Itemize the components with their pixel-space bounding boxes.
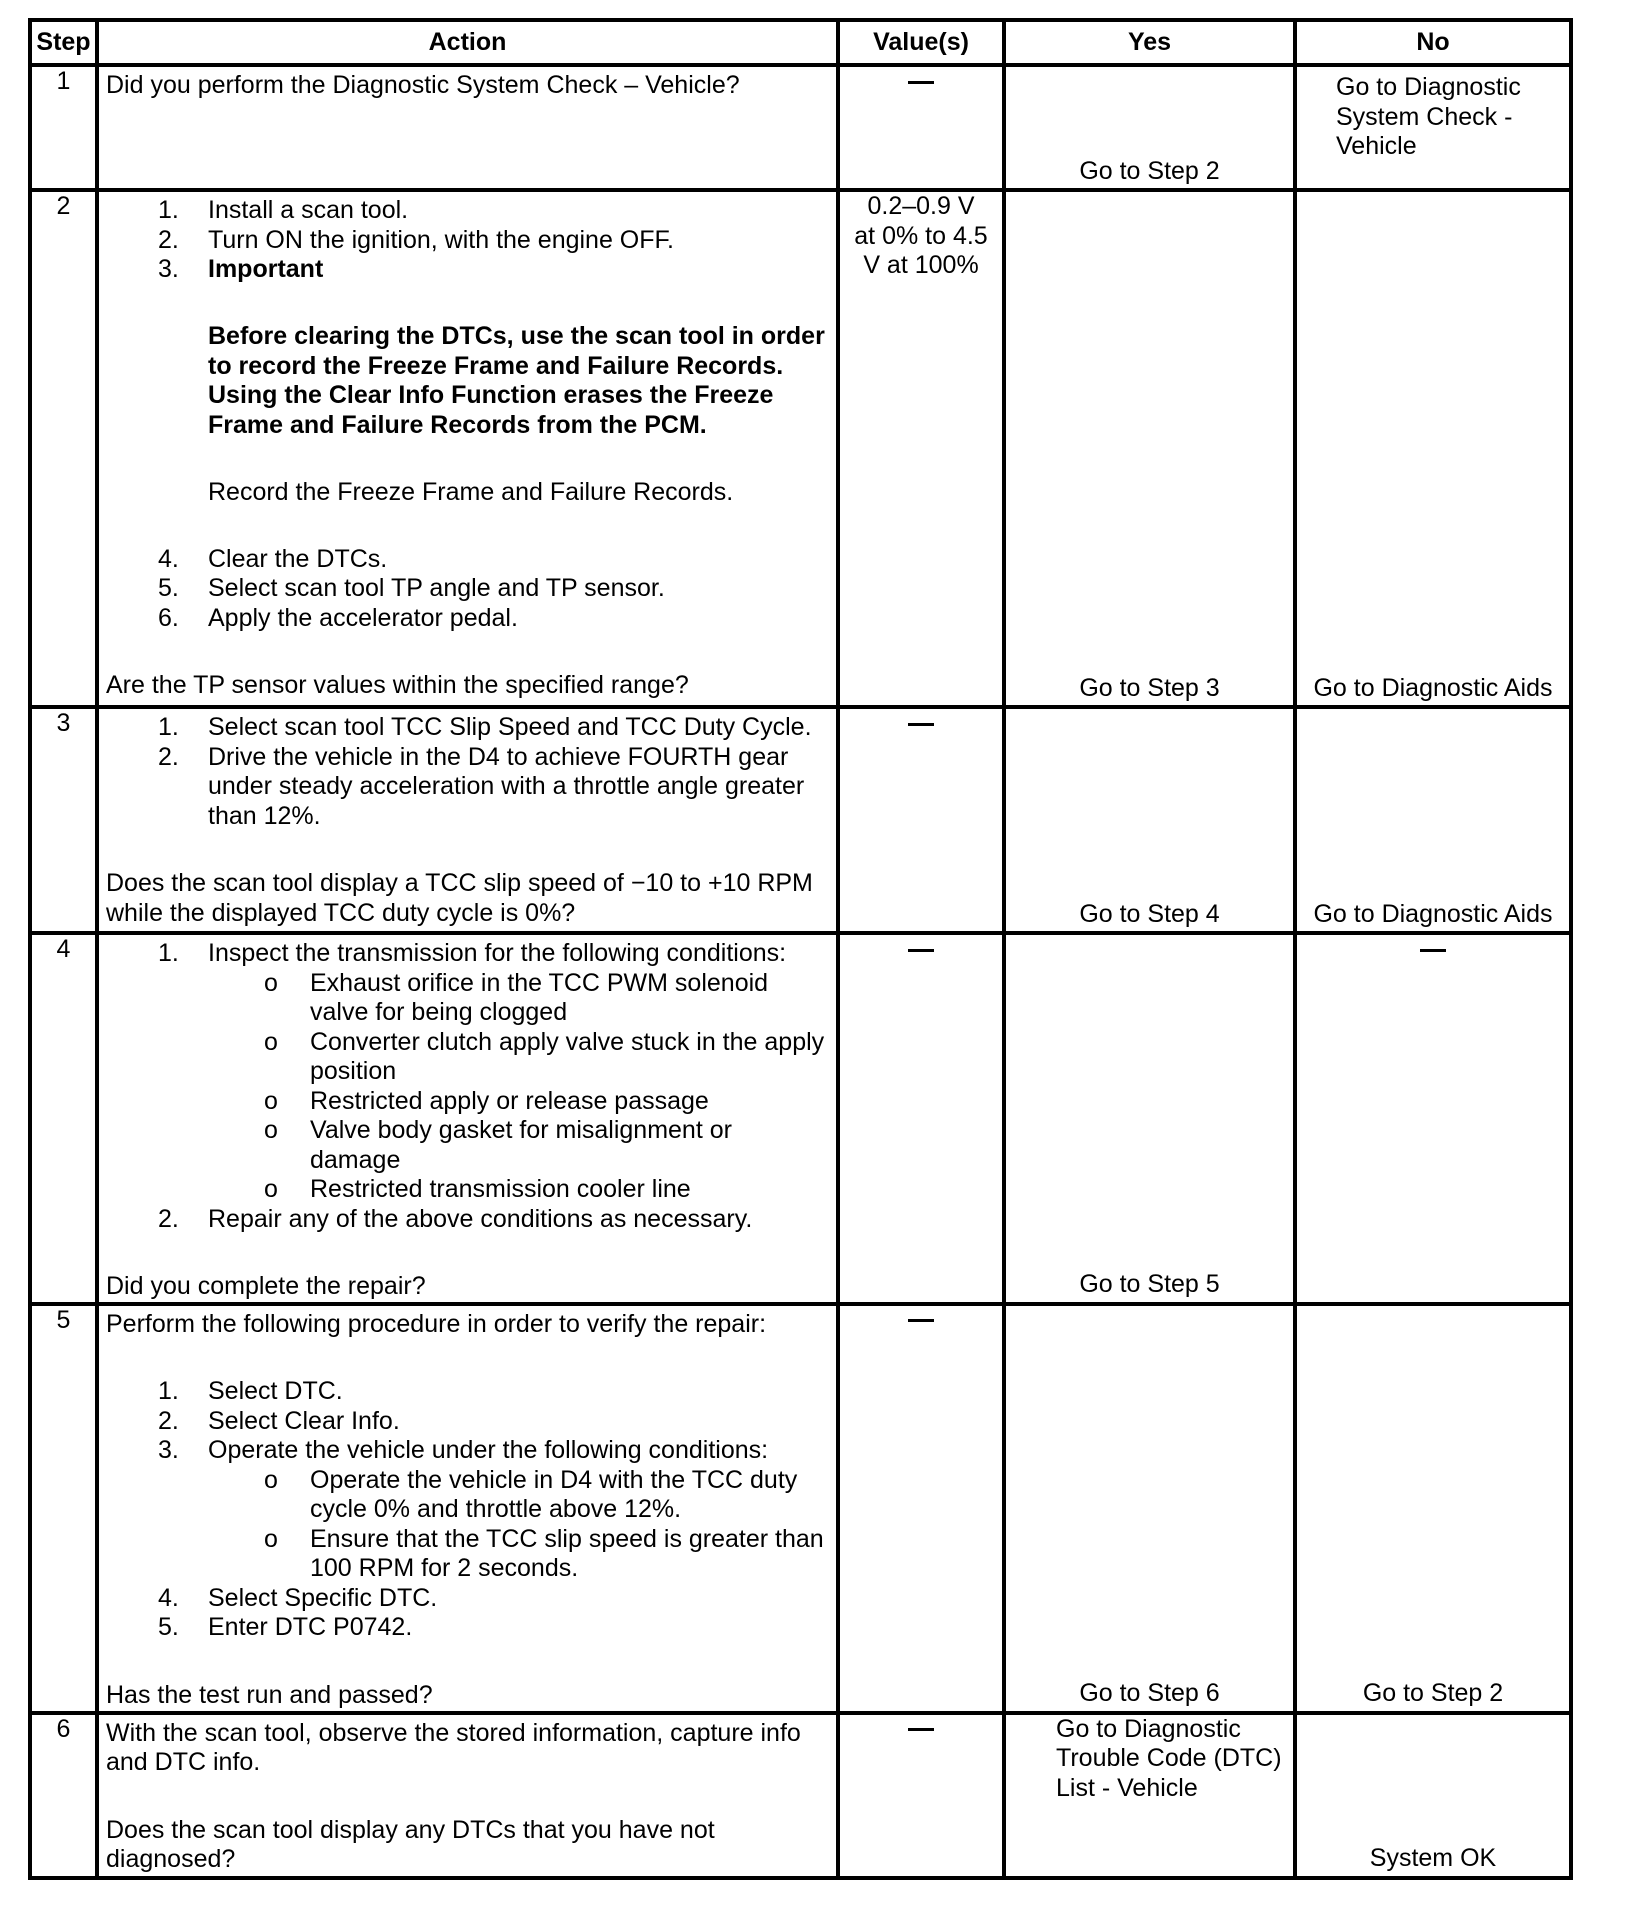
action-question: Does the scan tool display any DTCs that you have not diagnosed? [106,1815,715,1873]
action-cell [97,707,838,933]
no-link[interactable]: System OK [1369,1844,1497,1872]
yes-link[interactable]: Go to Diagnostic Trouble Code (DTC) List - Vehicle [1056,1714,1282,1802]
step-number: 2 [30,190,97,707]
action-cell [97,65,838,190]
sub-item: o Restricted transmission cooler line [264,1175,691,1203]
no-link[interactable]: Go to Diagnostic Aids [1313,899,1553,928]
table-row [30,65,1571,190]
value-cell [838,707,1004,933]
header-step: Step [30,20,97,65]
diagnostic-table [28,18,1573,1880]
header-row [30,20,1571,65]
no-cell [1295,65,1571,190]
table-row [30,190,1571,707]
action-question: Does the scan tool display a TCC slip speed of −10 to +10 RPM while the displayed TCC duty cycle is 0%? [106,869,813,927]
no-cell [1295,707,1571,933]
list-item: 4. Select Specific DTC. [158,1583,438,1612]
action-intro: Perform the following procedure in order to verify the repair: [106,1309,767,1338]
value-cell: 0.2–0.9 V at 0% to 4.5 V at 100% [838,190,1004,707]
action-question: Are the TP sensor values within the specified range? [106,671,689,699]
list-item: 1. Select scan tool TCC Slip Speed and TCC Duty Cycle. [158,713,812,741]
list-item: 4. Clear the DTCs. [158,544,388,573]
yes-cell [1004,190,1295,707]
important-note: Before clearing the DTCs, use the scan tool in order to record the Freeze Frame and Failure Records. Using the Clear Info Function erases the Freeze Frame and Failure Records from the PCM. [208,322,825,439]
no-link[interactable]: Go to Diagnostic Aids [1313,673,1553,702]
step-number: 6 [30,1713,97,1878]
yes-cell [1004,707,1295,933]
yes-link[interactable]: Go to Step 4 [1079,899,1220,928]
dash-mark [908,1728,934,1731]
action-intro: With the scan tool, observe the stored information, capture info and DTC info. [106,1718,801,1776]
list-item: 6. Apply the accelerator pedal. [158,603,518,632]
list-item: 1. Inspect the transmission for the following conditions: [158,939,787,967]
action-question: Did you perform the Diagnostic System Check – Vehicle? [106,71,740,99]
table-row [30,1304,1571,1713]
no-cell [1295,1304,1571,1713]
dash-mark [908,949,934,952]
list-item: 2. Drive the vehicle in the D4 to achieve FOURTH gear under steady acceleration with a throttle angle greater than 12%. [158,742,805,830]
no-cell [1295,1713,1571,1878]
yes-cell [1004,1304,1295,1713]
action-question: Did you complete the repair? [106,1272,426,1300]
header-no: No [1295,20,1571,65]
dash-mark [908,723,934,726]
list-item: 1. Select DTC. [158,1377,343,1405]
yes-link[interactable]: Go to Step 5 [1079,1270,1220,1298]
action-cell [97,1713,838,1878]
action-cell [97,933,838,1304]
header-yes: Yes [1004,20,1295,65]
value-cell [838,1713,1004,1878]
no-cell [1295,190,1571,707]
sub-item: o Valve body gasket for misalignment or damage [264,1116,732,1174]
header-action: Action [97,20,838,65]
yes-link[interactable]: Go to Step 2 [1079,156,1220,185]
yes-cell [1004,933,1295,1304]
dash-mark [908,81,934,84]
value-cell [838,933,1004,1304]
list-item: 5. Select scan tool TP angle and TP sensor. [158,574,665,602]
list-item: 2. Select Clear Info. [158,1406,400,1435]
step-number: 4 [30,933,97,1304]
list-item: 5. Enter DTC P0742. [158,1613,413,1641]
list-item: 3. Operate the vehicle under the following conditions: [158,1436,769,1464]
yes-cell [1004,65,1295,190]
table-row [30,933,1571,1304]
table-row [30,707,1571,933]
header-values: Value(s) [838,20,1004,65]
table-row [30,1713,1571,1878]
yes-cell [1004,1713,1295,1878]
list-item: 2. Turn ON the ignition, with the engine OFF. [158,225,674,254]
sub-item: o Operate the vehicle in D4 with the TCC duty cycle 0% and throttle above 12%. [264,1465,798,1523]
dash-mark [908,1319,934,1322]
action-cell [97,1304,838,1713]
value-cell [838,65,1004,190]
action-cell [97,190,838,707]
list-item: 2. Repair any of the above conditions as necessary. [158,1204,753,1233]
value-cell [838,1304,1004,1713]
sub-item: o Converter clutch apply valve stuck in the apply position [264,1027,825,1085]
no-cell [1295,933,1571,1304]
record-instruction: Record the Freeze Frame and Failure Records. [208,477,734,506]
dash-mark [1420,949,1446,952]
step-number: 1 [30,65,97,190]
no-link[interactable]: Go to Diagnostic System Check - Vehicle [1336,73,1521,160]
list-item: 3. Important [158,255,324,283]
yes-link[interactable]: Go to Step 6 [1079,1679,1220,1707]
yes-link[interactable]: Go to Step 3 [1079,673,1220,702]
step-number: 3 [30,707,97,933]
sub-item: o Exhaust orifice in the TCC PWM solenoid valve for being clogged [264,968,769,1026]
list-item: 1. Install a scan tool. [158,196,409,224]
action-question: Has the test run and passed? [106,1680,433,1709]
sub-item: o Restricted apply or release passage [264,1086,709,1115]
step-number: 5 [30,1304,97,1713]
sub-item: o Ensure that the TCC slip speed is greater than 100 RPM for 2 seconds. [264,1524,824,1582]
no-link[interactable]: Go to Step 2 [1362,1679,1504,1707]
